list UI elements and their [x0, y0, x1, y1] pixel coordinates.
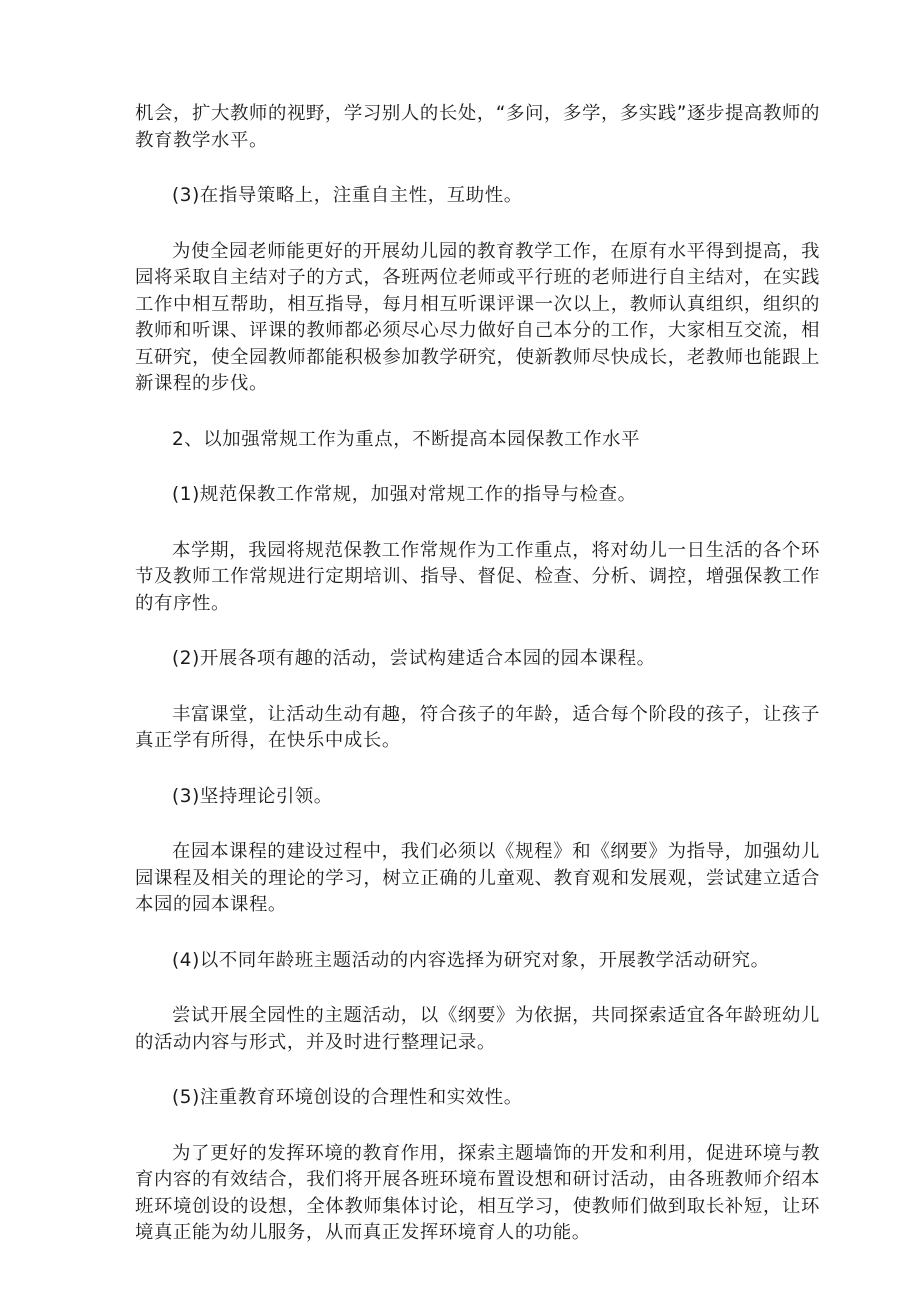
paragraph-theme-activities: 尝试开展全园性的主题活动，以《纲要》为依据，共同探索适宜各年龄班幼儿的活动内容与形式，并及时进行整理记录。: [135, 1005, 820, 1053]
paragraph-continuation: 机会，扩大教师的视野，学习别人的长处，“多问，多学，多实践”逐步提高教师的教育教学水平。: [135, 103, 820, 151]
subheading-age-group-research: (4)以不同年龄班主题活动的内容选择为研究对象，开展教学活动研究。: [172, 949, 770, 971]
paragraph-semester-focus: 本学期，我园将规范保教工作常规作为工作重点，将对幼儿一日生活的各个环节及教师工作常规进行定期培训、指导、督促、检查、分析、调控，增强保教工作的有序性。: [135, 539, 820, 614]
paragraph-curriculum-construction: 在园本课程的建设过程中，我们必须以《规程》和《纲要》为指导，加强幼儿园课程及相关的理论的学习，树立正确的儿童观、教育观和发展观，尝试建立适合本园的园本课程。: [135, 841, 820, 915]
paragraph-rich-classroom: 丰富课堂，让活动生动有趣，符合孩子的年龄，适合每个阶段的孩子，让孩子真正学有所得，在快乐中成长。: [135, 703, 820, 751]
subheading-interesting-activities: (2)开展各项有趣的活动，尝试构建适合本园的园本课程。: [172, 648, 656, 669]
subheading-environment-design: (5)注重教育环境创设的合理性和实效性。: [172, 1087, 523, 1108]
subheading-standardize-routine: (1)规范保教工作常规，加强对常规工作的指导与检查。: [172, 484, 637, 505]
paragraph-environment-education: 为了更好的发挥环境的教育作用，探索主题墙饰的开发和利用，促进环境与教育内容的有效结合，我们将开展各班环境布置设想和研讨活动，由各班教师介绍本班环境创设的设想，全体教师集体讨论，相互学习，使教师们做到取长补短，让环境真正能为幼儿服务，从而真正发挥环境育人的功能。: [135, 1142, 820, 1243]
subheading-theory-guidance: (3)坚持理论引领。: [172, 785, 333, 807]
section-heading-routine-work: 2、以加强常规工作为重点，不断提高本园保教工作水平: [172, 428, 641, 450]
paragraph-pairing: 为使全园老师能更好的开展幼儿园的教育教学工作，在原有水平得到提高，我园将采取自主结对子的方式，各班两位老师或平行班的老师进行自主结对，在实践工作中相互帮助，相互指导，每月相互听课评课一次以上，教师认真组织，组织的教师和听课、评课的教师都必须尽心尽力做好自己本分的工作，大家相互交流，相互研究，使全园教师都能积极参加教学研究，使新教师尽快成长，老教师也能跟上新课程的步伐。: [135, 240, 820, 394]
subheading-guidance-strategy: (3)在指导策略上，注重自主性，互助性。: [172, 185, 523, 206]
